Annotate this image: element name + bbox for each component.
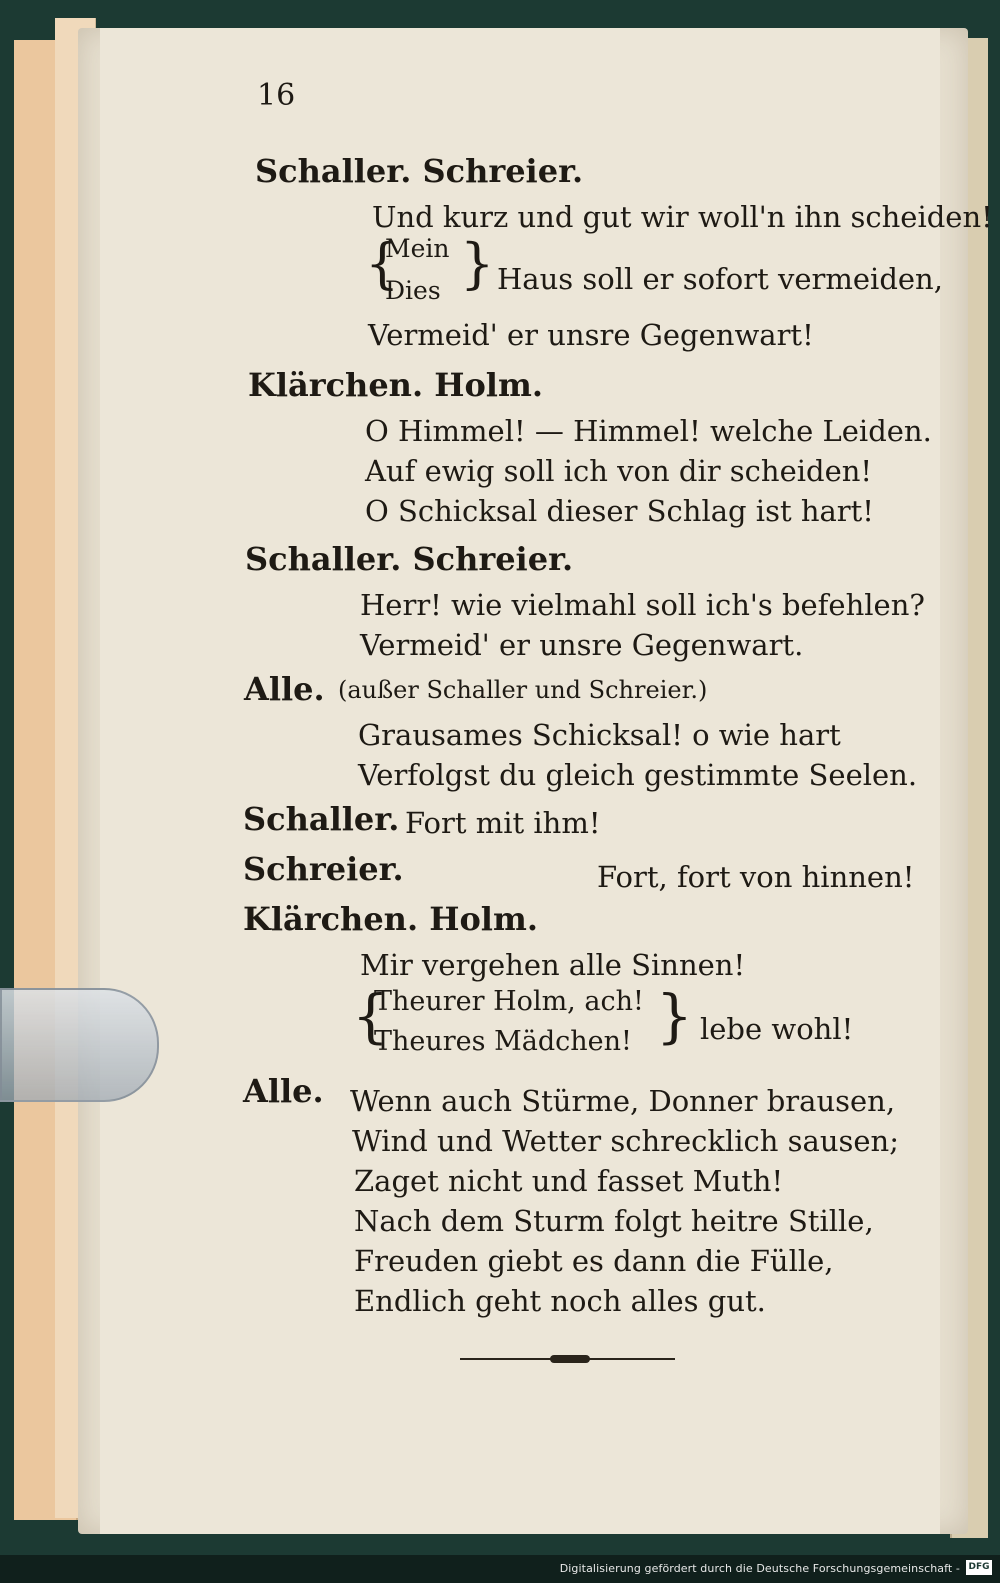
right-brace: } (656, 982, 693, 1050)
verse-line: O Schicksal dieser Schlag ist hart! (365, 494, 874, 528)
clip-tab (0, 988, 159, 1102)
verse-line: Und kurz und gut wir woll'n ihn scheiden! (372, 200, 993, 234)
speaker-line: Klärchen. Holm. (243, 900, 538, 938)
verse-line: Verfolgst du gleich gestimmte Seelen. (358, 758, 918, 792)
verse-line: Nach dem Sturm folgt heitre Stille, (354, 1204, 874, 1238)
speaker-line: Klärchen. Holm. (248, 366, 543, 404)
verse-line: Freuden giebt es dann die Fülle, (354, 1244, 834, 1278)
verse-option: Mein (385, 234, 450, 263)
verse-option: Theures Mädchen! (374, 1026, 632, 1057)
closing-rule-ornament (550, 1355, 590, 1363)
left-brace: { (365, 232, 400, 295)
speaker-name: Alle. (243, 1072, 324, 1110)
verse-line: Haus soll er sofort vermeiden, (497, 262, 943, 296)
speaker-line: Schaller. Schreier. (245, 540, 574, 578)
verse-line: Vermeid' er unsre Gegenwart. (360, 628, 804, 662)
speaker-name: Alle. (244, 670, 325, 708)
verse-line: Vermeid' er unsre Gegenwart! (368, 318, 814, 352)
speaker-line: Schaller. Schreier. (255, 152, 584, 190)
footer-credit: Digitalisierung gefördert durch die Deutsche Forschungsgemeinschaft - (559, 1562, 960, 1575)
dfg-logo: DFG (966, 1560, 992, 1575)
page-number: 16 (257, 78, 296, 113)
verse-line: Auf ewig soll ich von dir scheiden! (365, 454, 873, 488)
verse-option: Theurer Holm, ach! (374, 986, 644, 1017)
verse-line: Herr! wie vielmahl soll ich's befehlen? (360, 588, 925, 622)
verse-line: Zaget nicht und fasset Muth! (354, 1164, 784, 1198)
verse-option: Dies (385, 276, 441, 305)
speaker-name: Schreier. (243, 850, 404, 888)
verse-line: Wind und Wetter schrecklich sausen; (352, 1124, 899, 1158)
verse-line: O Himmel! — Himmel! welche Leiden. (365, 414, 932, 448)
verse-line: Grausames Schicksal! o wie hart (358, 718, 841, 752)
stage-direction: (außer Schaller und Schreier.) (338, 676, 708, 704)
speaker-name: Schaller. (243, 800, 400, 838)
verse-line: lebe wohl! (700, 1012, 854, 1046)
verse-line: Mir vergehen alle Sinnen! (360, 948, 746, 982)
left-brace: { (352, 982, 389, 1050)
verse-line: Fort, fort von hinnen! (597, 860, 915, 894)
verse-line: Endlich geht noch alles gut. (354, 1284, 766, 1318)
verse-line: Wenn auch Stürme, Donner brausen, (350, 1084, 896, 1118)
right-brace: } (460, 232, 495, 295)
verse-line: Fort mit ihm! (405, 806, 601, 840)
